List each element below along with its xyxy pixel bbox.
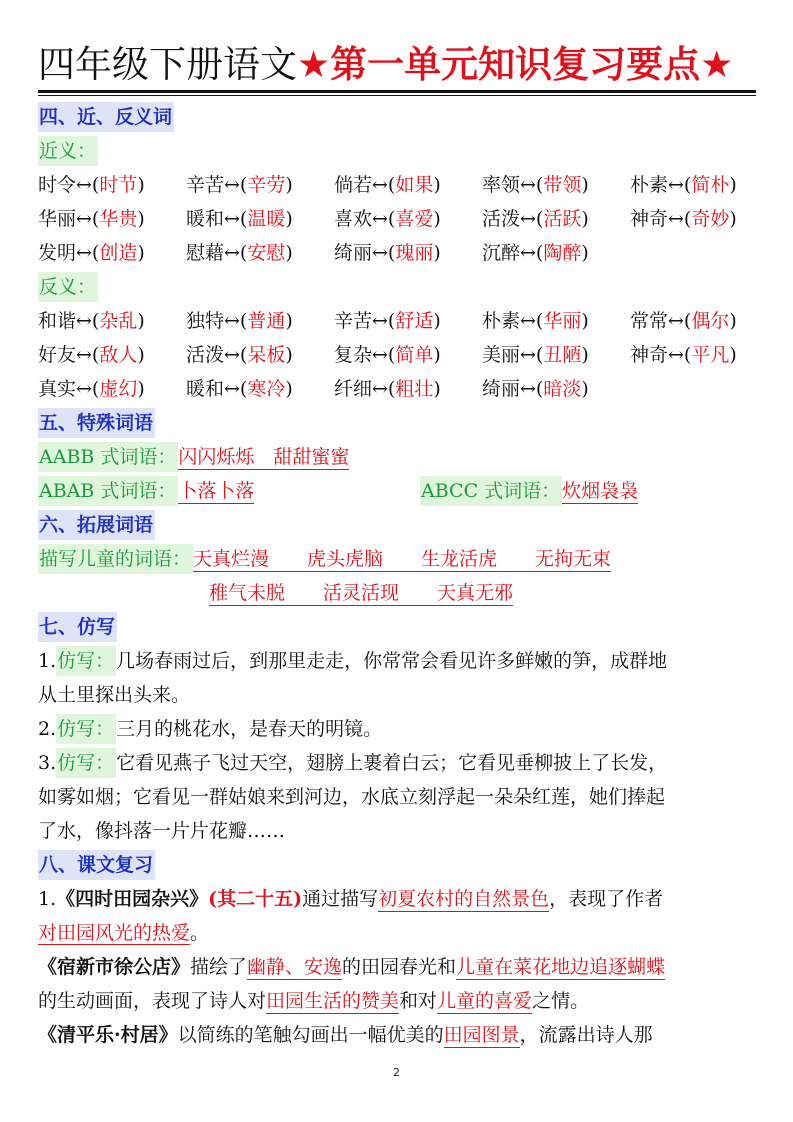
section-heading: 六、拓展词语 (38, 510, 155, 540)
word-pair (482, 372, 589, 406)
answer-word: 简单 (395, 344, 434, 366)
section-heading: 七、仿写 (38, 612, 117, 642)
answer-word: 瑰丽 (395, 242, 434, 264)
answer-word: 暗淡 (543, 378, 582, 400)
word-pair (630, 168, 737, 202)
word: 活泼↔( (186, 344, 248, 366)
word-pair (334, 202, 482, 236)
aabb-value: 闪闪烁烁 甜甜蜜蜜 (178, 446, 350, 468)
close-paren: ) (137, 174, 145, 196)
word-pair (334, 168, 482, 202)
word: 辛苦↔( (334, 310, 396, 332)
word: 喜欢↔( (334, 208, 396, 230)
close-paren: ) (433, 242, 441, 264)
close-paren: ) (285, 344, 293, 366)
key-phrase: 儿童在菜花地边追逐蝴蝶 (456, 956, 666, 978)
title-rule-thick (38, 90, 756, 93)
abcc-value: 炊烟袅袅 (562, 480, 639, 502)
children-words-row1: 天真烂漫 虎头虎脑 生龙活虎 无拘无束 (193, 548, 612, 570)
close-paren: ) (581, 310, 589, 332)
review-text: 描绘了 (190, 956, 248, 978)
word-pair (186, 304, 334, 338)
answer-word: 杂乱 (99, 310, 138, 332)
word-pair (38, 168, 186, 202)
word-pair (482, 202, 630, 236)
close-paren: ) (581, 174, 589, 196)
antonym-label: 反义： (38, 272, 98, 302)
key-phrase: 对田园风光的热爱 (38, 922, 191, 944)
synonym-label: 近义： (38, 136, 98, 166)
antonym-list (38, 304, 756, 406)
close-paren: ) (729, 208, 737, 230)
word-pair (334, 372, 482, 406)
word-pair (334, 236, 482, 270)
word-pair (334, 304, 482, 338)
answer-word: 活跃 (543, 208, 582, 230)
close-paren: ) (137, 378, 145, 400)
poem-title: 《清平乐·村居》 (38, 1024, 178, 1046)
synonym-list (38, 168, 756, 270)
close-paren: ) (433, 208, 441, 230)
children-words-label: 描写儿童的词语： (38, 544, 193, 574)
abab-value: 卜落卜落 (178, 480, 255, 502)
word: 慰藉↔( (186, 242, 248, 264)
word-pair (186, 372, 334, 406)
word: 复杂↔( (334, 344, 396, 366)
word-pair (186, 202, 334, 236)
word-pair (630, 338, 737, 372)
close-paren: ) (581, 242, 589, 264)
word-pair (630, 202, 737, 236)
word: 倘若↔( (334, 174, 396, 196)
close-paren: ) (581, 344, 589, 366)
close-paren: ) (285, 242, 293, 264)
close-paren: ) (729, 174, 737, 196)
close-paren: ) (433, 378, 441, 400)
word-pair-row (38, 202, 756, 236)
word: 和谐↔( (38, 310, 100, 332)
answer-word: 温暖 (247, 208, 286, 230)
word: 绮丽↔( (482, 378, 544, 400)
word-pair (38, 202, 186, 236)
review-text: 以简练的笔触勾画出一幅优美的 (177, 1024, 444, 1046)
word: 辛苦↔( (186, 174, 248, 196)
answer-word: 华丽 (543, 310, 582, 332)
word-pair-row (38, 372, 756, 406)
children-words-row2: 稚气未脱 活灵活现 天真无邪 (209, 582, 514, 604)
key-phrase: 初夏农村的自然景色 (378, 888, 550, 910)
word: 绮丽↔( (334, 242, 396, 264)
word-pair (186, 338, 334, 372)
imitate-label: 仿写： (56, 748, 116, 778)
answer-word: 普通 (247, 310, 286, 332)
word-pair (38, 236, 186, 270)
title-black: 四年级下册语文 (38, 43, 297, 86)
star-icon: ★ (297, 43, 331, 86)
star-icon: ★ (700, 43, 734, 86)
answer-word: 丑陋 (543, 344, 582, 366)
answer-word: 华贵 (99, 208, 138, 230)
item-number: 3. (38, 752, 57, 774)
word: 美丽↔( (482, 344, 544, 366)
word-pair (482, 168, 630, 202)
title-red: 第一单元知识复习要点 (330, 43, 701, 86)
close-paren: ) (433, 174, 441, 196)
word-pair-row (38, 236, 756, 270)
word-pair (482, 304, 630, 338)
review-text: 的生动画面，表现了诗人对 (38, 990, 267, 1012)
answer-word: 创造 (99, 242, 138, 264)
answer-word: 偶尔 (691, 310, 730, 332)
imitate-text: 从土里探出头来。 (38, 684, 191, 706)
word-pair (38, 338, 186, 372)
poem-title: 《四时田园杂兴》 (56, 888, 209, 910)
close-paren: ) (285, 174, 293, 196)
review-text: ，表现了作者 (549, 888, 664, 910)
close-paren: ) (285, 310, 293, 332)
word: 真实↔( (38, 378, 100, 400)
word: 独特↔( (186, 310, 248, 332)
word: 纤细↔( (334, 378, 396, 400)
word: 暖和↔( (186, 208, 248, 230)
close-paren: ) (137, 242, 145, 264)
review-text: 。 (190, 922, 210, 944)
key-phrase: 儿童的喜爱 (437, 990, 533, 1012)
answer-word: 简朴 (691, 174, 730, 196)
review-text: 的田园春光和 (342, 956, 457, 978)
word: 华丽↔( (38, 208, 100, 230)
answer-word: 虚幻 (99, 378, 138, 400)
poem-title: 《宿新市徐公店》 (38, 956, 191, 978)
close-paren: ) (729, 310, 737, 332)
item-number: 1. (38, 888, 57, 910)
word: 率领↔( (482, 174, 544, 196)
word-pair (38, 372, 186, 406)
word-pair-row (38, 168, 756, 202)
close-paren: ) (433, 344, 441, 366)
word: 神奇↔( (630, 208, 692, 230)
review-text: 通过描写 (302, 888, 379, 910)
close-paren: ) (137, 310, 145, 332)
word-pair (334, 338, 482, 372)
imitate-label: 仿写： (56, 714, 116, 744)
answer-word: 呆板 (247, 344, 286, 366)
word: 时令↔( (38, 174, 100, 196)
answer-word: 陶醉 (543, 242, 582, 264)
answer-word: 带领 (543, 174, 582, 196)
word-pair (482, 338, 630, 372)
word: 神奇↔( (630, 344, 692, 366)
section-heading: 八、课文复习 (38, 850, 155, 880)
answer-word: 粗壮 (395, 378, 434, 400)
section-heading: 五、特殊词语 (38, 408, 155, 438)
answer-word: 喜爱 (395, 208, 434, 230)
word: 常常↔( (630, 310, 692, 332)
word-pair (482, 236, 589, 270)
item-number: 1. (38, 650, 57, 672)
imitate-text: 了水，像抖落一片片花瓣…… (38, 820, 286, 842)
close-paren: ) (581, 208, 589, 230)
close-paren: ) (137, 344, 145, 366)
answer-word: 如果 (395, 174, 434, 196)
word: 暖和↔( (186, 378, 248, 400)
abab-label: ABAB 式词语： (38, 476, 178, 506)
word-pair-row (38, 304, 756, 338)
close-paren: ) (433, 310, 441, 332)
close-paren: ) (581, 378, 589, 400)
word-pair (186, 168, 334, 202)
word: 朴素↔( (630, 174, 692, 196)
poem-subtitle: (其二十五) (208, 888, 303, 910)
close-paren: ) (729, 344, 737, 366)
document-page (38, 42, 756, 1052)
close-paren: ) (137, 208, 145, 230)
review-text: ，流露出诗人那 (519, 1024, 653, 1046)
imitate-text: 三月的桃花水，是春天的明镜。 (116, 718, 383, 740)
word-pair (630, 304, 737, 338)
word: 沉醉↔( (482, 242, 544, 264)
review-text: 和对 (399, 990, 438, 1012)
key-phrase: 幽静、安逸 (247, 956, 343, 978)
imitate-text: 它看见燕子飞过天空，翅膀上裹着白云；它看见垂柳披上了长发， (116, 752, 668, 774)
answer-word: 寒冷 (247, 378, 286, 400)
word: 朴素↔( (482, 310, 544, 332)
close-paren: ) (285, 208, 293, 230)
answer-word: 时节 (99, 174, 138, 196)
section-heading: 四、近、反义词 (38, 102, 174, 132)
imitate-label: 仿写： (56, 646, 116, 676)
close-paren: ) (285, 378, 293, 400)
imitate-text: 几场春雨过后，到那里走走，你常常会看见许多鲜嫩的笋，成群地 (116, 650, 668, 672)
review-text: 之情。 (532, 990, 590, 1012)
answer-word: 奇妙 (691, 208, 730, 230)
word: 活泼↔( (482, 208, 544, 230)
word-pair-row (38, 338, 756, 372)
word-pair (186, 236, 334, 270)
item-number: 2. (38, 718, 57, 740)
answer-word: 安慰 (247, 242, 286, 264)
word-pair (38, 304, 186, 338)
answer-word: 敌人 (99, 344, 138, 366)
page-number: 2 (393, 1066, 400, 1079)
key-phrase: 田园生活的赞美 (266, 990, 400, 1012)
page-title (38, 42, 756, 88)
answer-word: 平凡 (691, 344, 730, 366)
answer-word: 舒适 (395, 310, 434, 332)
word: 发明↔( (38, 242, 100, 264)
aabb-label: AABB 式词语： (38, 442, 178, 472)
answer-word: 辛劳 (247, 174, 286, 196)
abcc-label: ABCC 式词语： (420, 476, 562, 506)
imitate-text: 如雾如烟；它看见一群姑娘来到河边，水底立刻浮起一朵朵红莲，她们捧起 (38, 786, 666, 808)
word: 好友↔( (38, 344, 100, 366)
key-phrase: 田园图景 (443, 1024, 520, 1046)
